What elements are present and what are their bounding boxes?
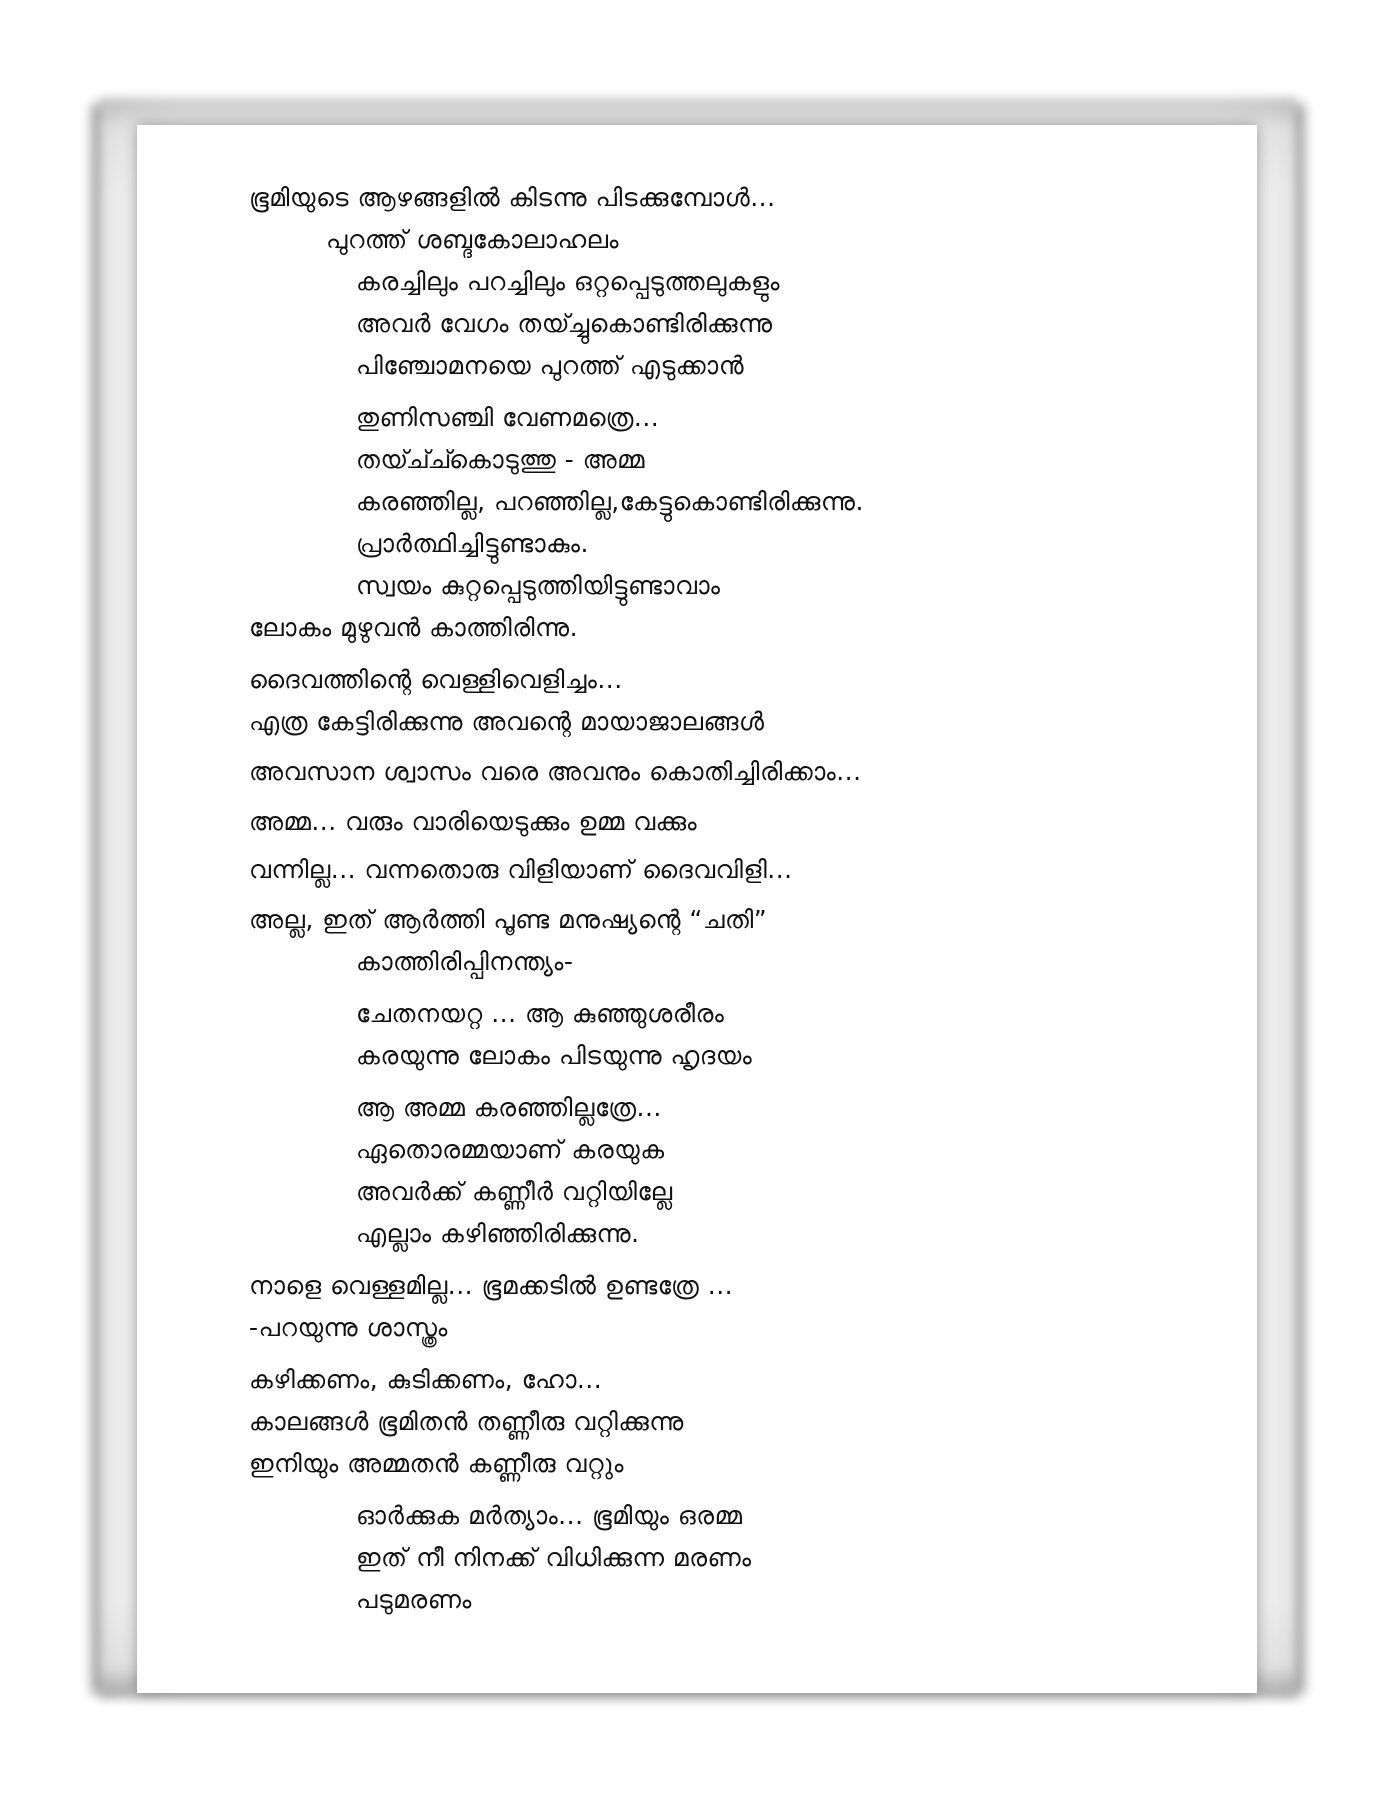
poem-line-9: പ്രാർത്ഥിച്ചിട്ടുണ്ടാകും.	[356, 529, 589, 558]
poem-page	[137, 125, 1257, 1693]
poem-line-12: ദൈവത്തിന്റെ വെള്ളിവെളിച്ചം...	[249, 665, 623, 694]
poem-line-32: പടുമരണം	[356, 1585, 472, 1614]
poem-line-11: ലോകം മുഴുവൻ കാത്തിരിന്നു.	[249, 613, 579, 642]
poem-line-8: കരഞ്ഞില്ല, പറഞ്ഞില്ല,കേട്ടുകൊണ്ടിരിക്കുന്നു.	[356, 487, 864, 516]
poem-line-1: ഭൂമിയുടെ ആഴങ്ങളിൽ കിടന്നു പിടക്കുമ്പോൾ...	[249, 183, 776, 212]
poem-line-25: നാളെ വെള്ളമില്ല... ഭൂമക്കടിൽ ഉണ്ടത്രേ ...	[249, 1271, 734, 1300]
poem-line-29: ഇനിയും അമ്മതൻ കണ്ണീരു വറ്റും	[249, 1449, 624, 1478]
poem-line-7: തയ്ച്ച്കൊടുത്തു - അമ്മ	[356, 445, 645, 474]
poem-line-24: എല്ലാം കഴിഞ്ഞിരിക്കുന്നു.	[356, 1219, 640, 1248]
poem-line-17: അല്ല, ഇത് ആർത്തി പൂണ്ട മനുഷ്യന്റെ “ചതി”	[249, 905, 768, 934]
poem-line-30: ഓർക്കുക മർത്യാം... ഭൂമിയും ഒരമ്മ	[356, 1501, 743, 1530]
poem-line-15: അമ്മ... വരും വാരിയെടുക്കും ഉമ്മ വക്കും	[249, 807, 698, 836]
poem-line-3: കരച്ചിലും പറച്ചിലും ഒറ്റപ്പെടുത്തലുകളും	[356, 267, 780, 296]
poem-body	[137, 125, 1257, 1693]
poem-line-19: ചേതനയറ്റ ... ആ കുഞ്ഞുശരീരം	[356, 999, 725, 1028]
poem-line-5: പിഞ്ചോമനയെ പുറത്ത് എടുക്കാൻ	[356, 351, 745, 380]
poem-line-2: പുറത്ത് ശബ്ദകോലാഹലം	[326, 225, 619, 254]
poem-line-31: ഇത് നീ നിനക്ക് വിധിക്കുന്ന മരണം	[356, 1543, 752, 1572]
poem-line-13: എത്ര കേട്ടിരിക്കുന്നു അവന്റെ മായാജാലങ്ങൾ	[249, 707, 765, 736]
poem-line-6: തുണിസഞ്ചി വേണമത്രെ...	[356, 403, 660, 432]
poem-line-10: സ്വയം കുറ്റപ്പെടുത്തിയിട്ടുണ്ടാവാം	[356, 571, 721, 600]
poem-line-20: കരയുന്നു ലോകം പിടയുന്നു ഹൃദയം	[356, 1041, 753, 1070]
poem-line-27: കഴിക്കണം, കുടിക്കണം, ഹോ...	[249, 1365, 603, 1394]
poem-line-14: അവസാന ശ്വാസം വരെ അവനും കൊതിച്ചിരിക്കാം...	[249, 757, 862, 786]
poem-line-28: കാലങ്ങൾ ഭൂമിതൻ തണ്ണീരു വറ്റിക്കുന്നു	[249, 1407, 684, 1436]
poem-line-23: അവർക്ക് കണ്ണീർ വറ്റിയില്ലേ	[356, 1177, 673, 1206]
poem-line-26: -പറയുന്നു ശാസ്ത്രം	[249, 1313, 448, 1342]
poem-line-4: അവർ വേഗം തയ്ച്ചുകൊണ്ടിരിക്കുന്നു	[356, 309, 773, 338]
poem-line-18: കാത്തിരിപ്പിനന്ത്യം-	[356, 947, 574, 976]
poem-line-22: ഏതൊരമ്മയാണ് കരയുക	[356, 1135, 665, 1164]
poem-line-21: ആ അമ്മ കരഞ്ഞില്ലത്രേ...	[356, 1093, 662, 1122]
poem-line-16: വന്നില്ല... വന്നതൊരു വിളിയാണ് ദൈവവിളി...	[249, 855, 793, 884]
